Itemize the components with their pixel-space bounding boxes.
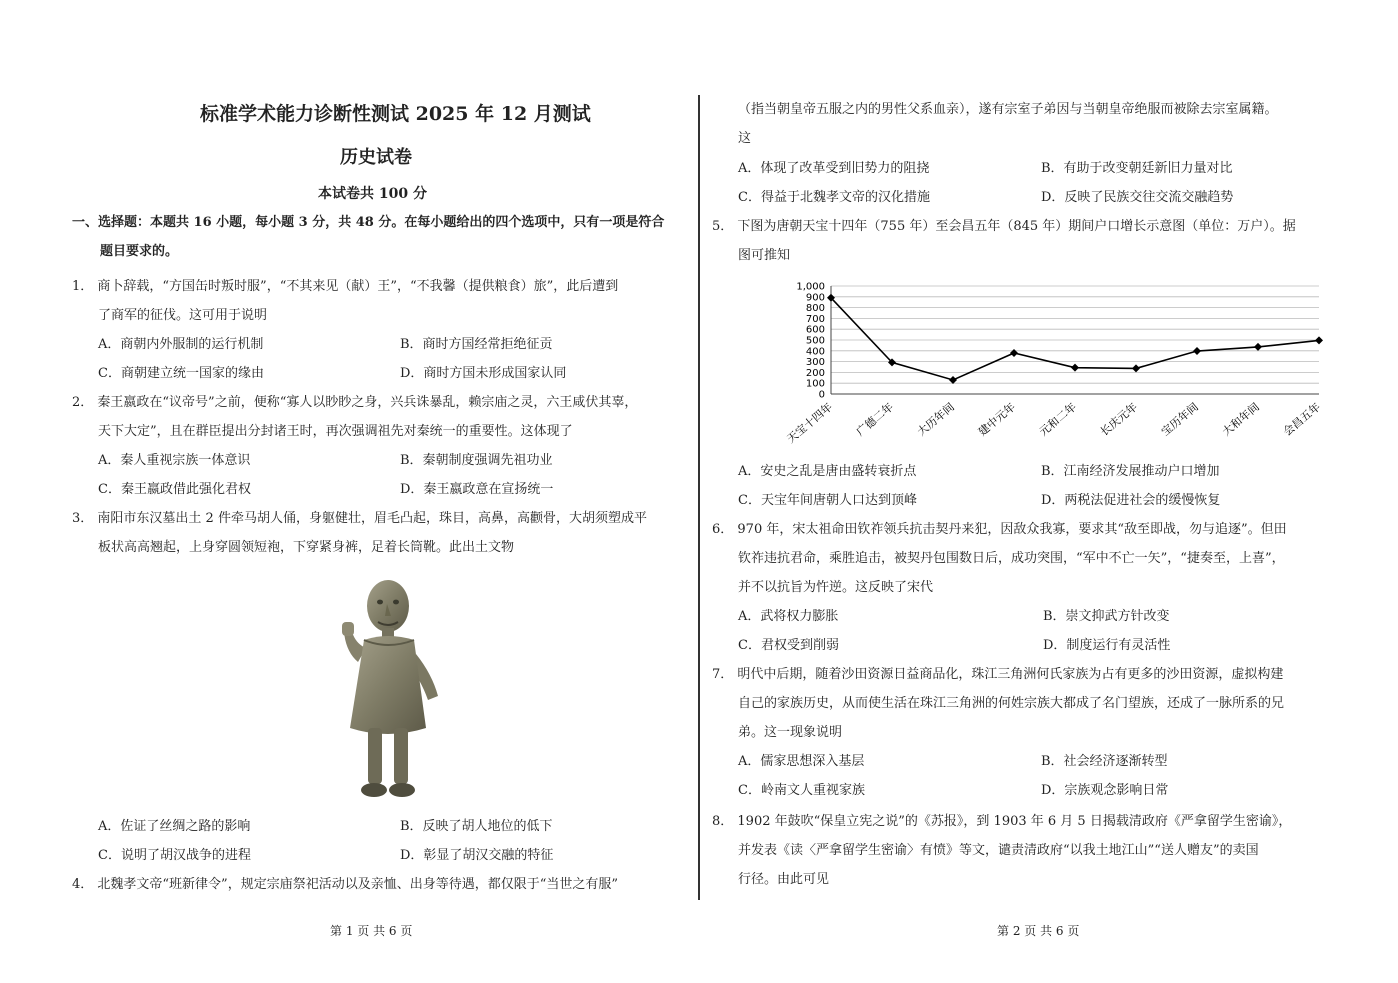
household-line-chart	[769, 276, 1329, 460]
q1-line-2: 了商军的征伐。这可用于说明	[98, 308, 268, 323]
q8-line-2: 并发表《读〈严拿留学生密谕〉有愤》等文，谴责清政府“以我土地江山”“送人赠友”的卖国	[738, 843, 1259, 858]
chart-x-tick-labels	[784, 400, 1323, 446]
y-tick-label: 500	[805, 335, 825, 347]
x-tick-label: 宝历年间	[1158, 400, 1201, 439]
q6-option-d: D．制度运行有灵活性	[1043, 638, 1171, 653]
q6-option-c: C．君权受到削弱	[738, 638, 839, 653]
hu-figurine-illustration	[330, 578, 450, 802]
q2-line-1: 2． 秦王嬴政在“议帝号”之前，便称“寡人以眇眇之身，兴兵诛暴乱，赖宗庙之灵，六王咸伏其辜，	[72, 395, 638, 410]
q4-line-3: 这	[738, 131, 752, 146]
q5-line-1: 5． 下图为唐朝天宝十四年（755 年）至会昌五年（845 年）期间户口增长示意图（单位：万户）。据	[712, 219, 1296, 234]
q7-option-d: D．宗族观念影响日常	[1041, 783, 1169, 798]
chart-y-tick-labels	[796, 282, 825, 401]
q7-option-c: C．岭南文人重视家族	[738, 783, 865, 798]
data-point	[1254, 343, 1262, 351]
total-score: 本试卷共 100 分	[318, 186, 427, 202]
household-chart	[769, 276, 1329, 460]
q6-line-1: 6． 970 年，宋太祖命田钦祚领兵抗击契丹来犯，因敌众我寡，要求其“敌至即战，勿与追逐”。但田	[712, 522, 1287, 537]
q7-option-b: B．社会经济逐渐转型	[1041, 754, 1168, 769]
q1-line-1: 1． 商卜辞载，“方国缶时叛时服”，“不其来见（献）王”，“不我馨（提供粮食）旅”，此后遭到	[72, 279, 619, 294]
q4-line-2: （指当朝皇帝五服之内的男性父系血亲），遂有宗室子弟因与当朝皇帝绝服而被除去宗室属籍。	[738, 102, 1278, 117]
q5-line-2: 图可推知	[738, 248, 791, 263]
figurine-image	[330, 578, 450, 802]
section-heading-cont: 题目要求的。	[100, 244, 179, 259]
page-footer-right: 第 2 页 共 6 页	[997, 924, 1080, 938]
q6-line-3: 并不以抗旨为忤逆。这反映了宋代	[738, 580, 934, 595]
q7-line-2: 自己的家族历史，从而使生活在珠江三角洲的何姓宗族大都成了名门望族，还成了一脉所系的兄	[738, 696, 1285, 711]
q4-option-a: A．体现了改革受到旧势力的阻挠	[738, 161, 930, 176]
y-tick-label: 300	[805, 357, 825, 369]
data-point	[949, 376, 957, 384]
q1-option-b: B．商时方国经常拒绝征贡	[400, 337, 553, 352]
q2-line-2: 天下大定”，且在群臣提出分封诸王时，再次强调祖先对秦统一的重要性。这体现了	[98, 424, 573, 439]
q8-line-1: 8． 1902 年鼓吹“保皇立宪之说”的《苏报》，到 1903 年 6 月 5 日揭载清政府《严拿留学生密谕》，	[712, 814, 1292, 829]
section-heading: 一、选择题：本题共 16 小题，每小题 3 分，共 48 分。在每小题给出的四个选项中，只有一项是符合	[72, 215, 665, 230]
subject-title: 历史试卷	[340, 147, 412, 168]
q5-option-c: C．天宝年间唐朝人口达到顶峰	[738, 493, 917, 508]
x-tick-label: 建中元年	[975, 400, 1018, 439]
page-footer-left: 第 1 页 共 6 页	[330, 924, 413, 938]
q4-line-1: 4． 北魏孝文帝“班新律令”，规定宗庙祭祀活动以及亲恤、出身等待遇，都仅限于“当世之有服”	[72, 877, 618, 892]
q5-option-b: B．江南经济发展推动户口增加	[1041, 464, 1220, 479]
y-tick-label: 700	[805, 313, 825, 325]
data-point	[1315, 336, 1323, 344]
q3-option-a: A．佐证了丝绸之路的影响	[98, 819, 251, 834]
exam-title: 标准学术能力诊断性测试 2025 年 12 月测试	[200, 103, 591, 125]
y-tick-label: 400	[805, 346, 825, 358]
q2-option-c: C．秦王嬴政借此强化君权	[98, 482, 251, 497]
right-page	[699, 0, 1398, 983]
x-tick-label: 广德二年	[853, 400, 896, 439]
q4-option-c: C．得益于北魏孝文帝的汉化措施	[738, 190, 930, 205]
x-tick-label: 元和二年	[1036, 400, 1079, 439]
q5-option-a: A．安史之乱是唐由盛转衰折点	[738, 464, 917, 479]
x-tick-label: 长庆元年	[1097, 400, 1140, 439]
q2-option-a: A．秦人重视宗族一体意识	[98, 453, 251, 468]
q3-option-d: D．彰显了胡汉交融的特征	[400, 848, 554, 863]
x-tick-label: 大和年间	[1219, 400, 1262, 439]
q2-option-d: D．秦王嬴政意在宣扬统一	[400, 482, 554, 497]
q2-option-b: B．秦朝制度强调先祖功业	[400, 453, 553, 468]
q1-option-a: A．商朝内外服制的运行机制	[98, 337, 264, 352]
data-point	[1071, 364, 1079, 372]
q1-option-d: D．商时方国未形成国家认同	[400, 366, 567, 381]
x-tick-label: 会昌五年	[1280, 400, 1323, 439]
data-point	[1132, 364, 1140, 372]
q5-option-d: D．两税法促进社会的缓慢恢复	[1041, 493, 1221, 508]
q3-option-b: B．反映了胡人地位的低下	[400, 819, 553, 834]
q6-line-2: 钦祚违抗君命，乘胜追击，被契丹包围数日后，成功突围，“军中不亡一矢”，“捷奏至，上喜”，	[738, 551, 1285, 566]
x-tick-label: 大历年间	[914, 400, 957, 439]
y-tick-label: 100	[805, 378, 825, 390]
chart-gridlines	[831, 286, 1319, 394]
y-tick-label: 200	[805, 367, 825, 379]
x-tick-label: 天宝十四年	[784, 400, 835, 446]
y-tick-label: 900	[805, 292, 825, 304]
q3-line-1: 3． 南阳市东汉墓出土 2 件牵马胡人俑，身躯健壮，眉毛凸起，珠目，高鼻，高颧骨，大胡须塑成平	[72, 511, 647, 526]
q6-option-a: A．武将权力膨胀	[738, 609, 839, 624]
q3-line-2: 板状高高翘起，上身穿圆领短袍，下穿紧身裤，足着长筒靴。此出土文物	[98, 540, 515, 555]
y-tick-label: 0	[818, 389, 825, 401]
data-point	[1193, 347, 1201, 355]
q3-option-c: C．说明了胡汉战争的进程	[98, 848, 251, 863]
q4-option-d: D．反映了民族交往交流交融趋势	[1041, 190, 1234, 205]
q7-line-1: 7． 明代中后期，随着沙田资源日益商品化，珠江三角洲何氏家族为占有更多的沙田资源，虚拟构建	[712, 667, 1284, 682]
q1-option-c: C．商朝建立统一国家的缘由	[98, 366, 264, 381]
q8-line-3: 行径。由此可见	[738, 872, 830, 887]
q7-line-3: 弟。这一现象说明	[738, 725, 843, 740]
data-point	[1010, 349, 1018, 357]
y-tick-label: 800	[805, 303, 825, 315]
q4-option-b: B．有助于改变朝廷新旧力量对比	[1041, 161, 1233, 176]
q7-option-a: A．儒家思想深入基层	[738, 754, 865, 769]
y-tick-label: 600	[805, 324, 825, 336]
q6-option-b: B．崇文抑武方针改变	[1043, 609, 1170, 624]
y-tick-label: 1,000	[796, 281, 825, 293]
